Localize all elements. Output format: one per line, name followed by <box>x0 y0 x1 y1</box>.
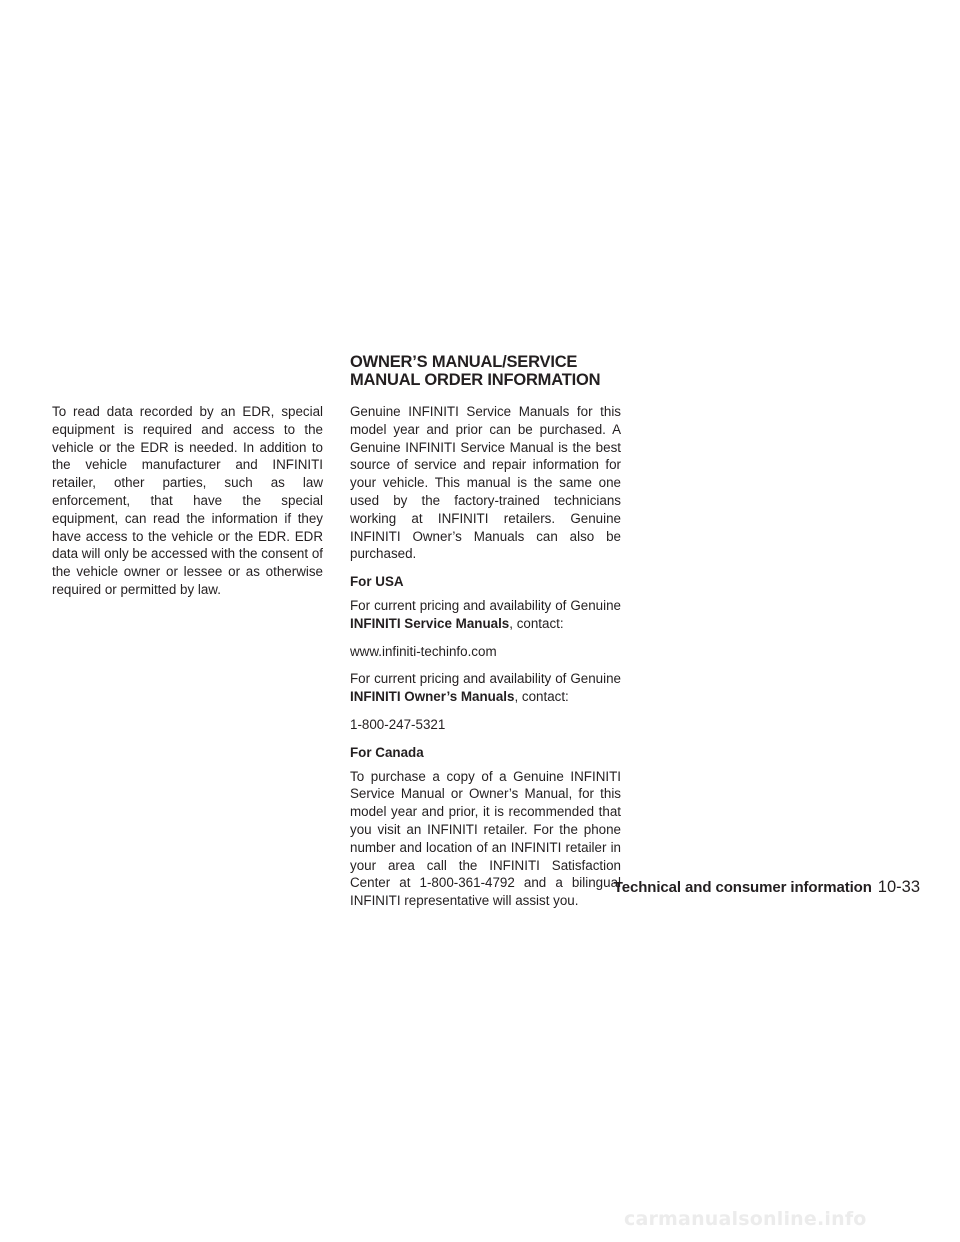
usa-owner-paragraph <box>350 670 621 706</box>
footer-page-number: 10-33 <box>877 878 920 896</box>
usa-service-prefix: For current pricing and availability of Genuine <box>350 597 621 613</box>
canada-heading: For Canada <box>350 744 424 760</box>
usa-service-suffix: , contact: <box>509 615 564 631</box>
usa-heading: For USA <box>350 574 404 590</box>
section-title-line-1: OWNER’S MANUAL/SERVICE <box>350 353 578 371</box>
usa-owner-bold: INFINITI Owner’s Manuals <box>350 689 515 705</box>
intro-paragraph: Genuine INFINITI Service Manuals for this model year and prior can be purchased. A Genuine INFINITI Service Manual is the best source of service and repair information for your vehicle. This manual is the same one used by the factory-trained technicians working at INFINITI retailers. Genuine INFINITI Owner’s Manuals can also be purchased. <box>350 404 621 562</box>
canada-paragraph: To purchase a copy of a Genuine INFINITI Service Manual or Owner’s Manual, for this model year and prior, it is recommended that you visit an INFINITI retailer. For the phone number and location of an INFINITI retailer in your area call the INFINITI Satisfaction Center at 1-800-361-4792 and a bilingual INFINITI representative will assist you. <box>350 768 621 909</box>
footer-section-name: Technical and consumer information <box>613 879 872 896</box>
right-column <box>350 403 621 920</box>
usa-service-bold: INFINITI Service Manuals <box>350 615 510 631</box>
usa-owner-prefix: For current pricing and availability of Genuine <box>350 671 621 687</box>
page-footer <box>590 878 920 897</box>
section-title <box>350 353 650 389</box>
edr-paragraph: To read data recorded by an EDR, special equipment is required and access to the vehicle or the EDR is needed. In addition to the vehicle manufacturer and INFINITI retailer, other parties, such as law enforcement, that have the special equipment, can read the information if they have access to the vehicle or the EDR. EDR data will only be accessed with the consent of the vehicle owner or lessee or as otherwise required or permitted by law. <box>52 404 323 597</box>
usa-service-contact: www.infiniti-techinfo.com <box>350 643 497 659</box>
usa-owner-contact: 1-800-247-5321 <box>350 716 446 732</box>
section-title-line-2: MANUAL ORDER INFORMATION <box>350 371 601 389</box>
usa-service-paragraph <box>350 597 621 633</box>
watermark-text: carmanualsonline.info <box>624 1208 867 1230</box>
usa-owner-suffix: , contact: <box>514 689 569 705</box>
left-column <box>52 403 323 609</box>
